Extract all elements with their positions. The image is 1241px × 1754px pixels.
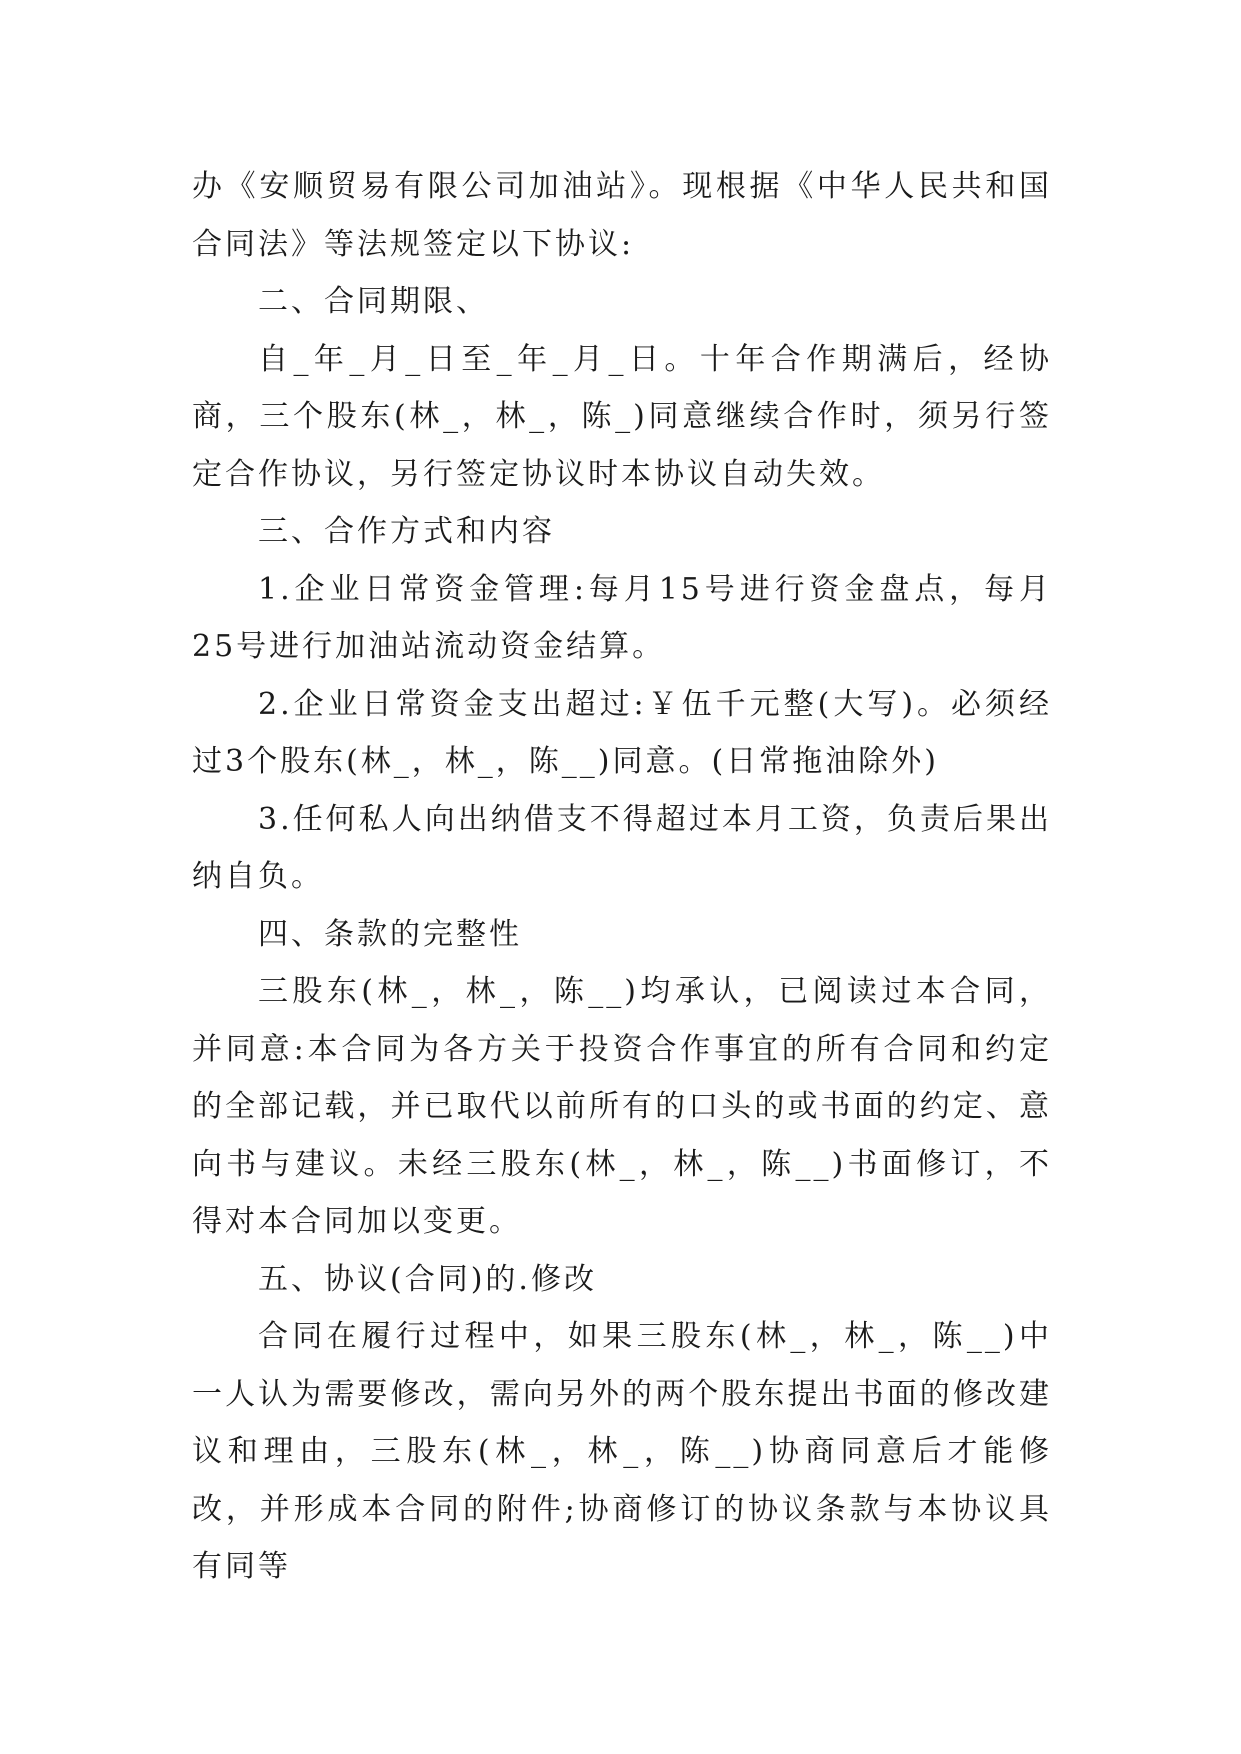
heading-contract-term: 二、合同期限、 [258, 284, 489, 319]
paragraph-contract-term: 自_年_月_日至_年_月_日。十年合作期满后，经协商，三个股东(林_，林_，陈_)同意继续合作时，须另行签定合作协议，另行签定协议时本协议自动失效。 [192, 341, 1052, 492]
paragraph-clause-integrity: 三股东(林_，林_，陈__)均承认，已阅读过本合同，并同意:本合同为各方关于投资合作事宜的所有合同和约定的全部记载，并已取代以前所有的口头的或书面的约定、意向书与建议。未经三股东(林_，林_，陈__)书面修订，不得对本合同加以变更。 [192, 974, 1052, 1239]
heading-cooperation-method: 三、合作方式和内容 [258, 514, 555, 549]
clause-personal-loan: 3.任何私人向出纳借支不得超过本月工资，负责后果出纳自负。 [192, 801, 1052, 894]
heading-agreement-modification: 五、协议(合同)的.修改 [258, 1261, 597, 1297]
document-body [192, 158, 1052, 1596]
paragraph-intro-continuation: 办《安顺贸易有限公司加油站》。现根据《中华人民共和国合同法》等法规签定以下协议: [192, 169, 1052, 262]
clause-fund-management: 1.企业日常资金管理:每月15号进行资金盘点，每月25号进行加油站流动资金结算。 [192, 571, 1052, 664]
heading-clause-integrity: 四、条款的完整性 [258, 916, 522, 952]
paragraph-agreement-modification: 合同在履行过程中，如果三股东(林_，林_，陈__)中一人认为需要修改，需向另外的两个股东提出书面的修改建议和理由，三股东(林_，林_，陈__)协商同意后才能修改，并形成本合同的附件;协商修订的协议条款与本协议具有同等 [192, 1319, 1052, 1584]
clause-expense-limit: 2.企业日常资金支出超过:￥伍千元整(大写)。必须经过3个股东(林_，林_，陈__)同意。(日常拖油除外) [192, 686, 1052, 779]
